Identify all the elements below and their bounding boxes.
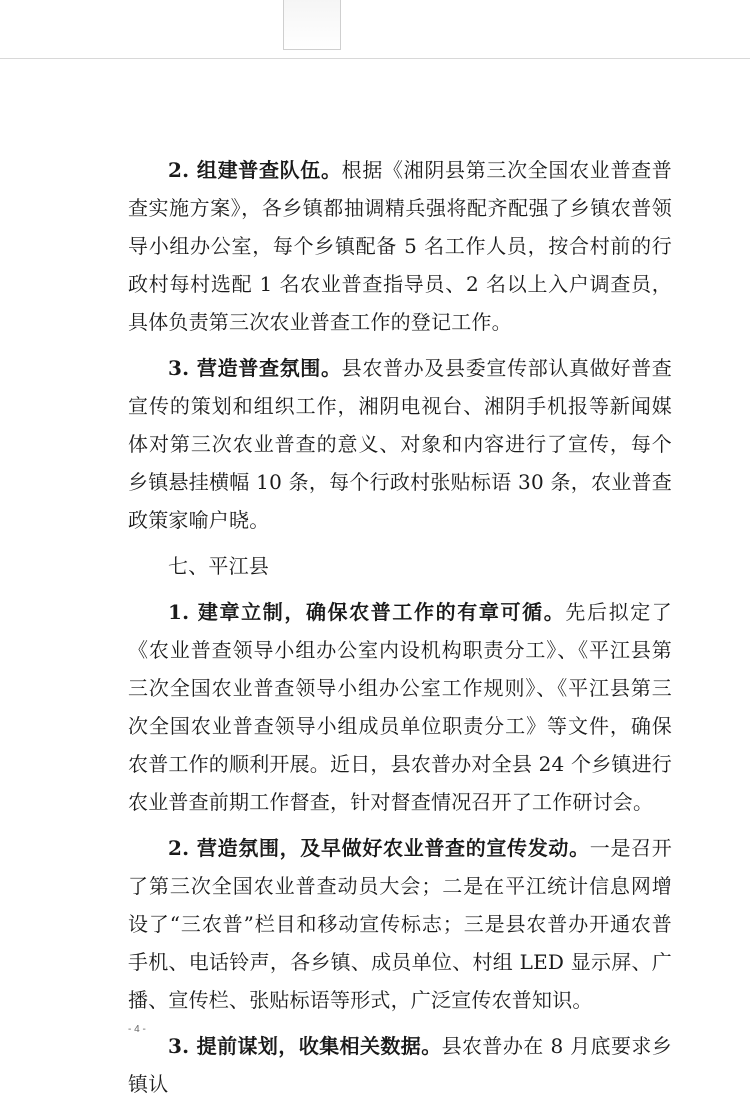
paragraph-text: 县农普办及县委宣传部认真做好普查宣传的策划和组织工作，湘阴电视台、湘阴手机报等新闻媒体对第三次农业普查的意义、对象和内容进行了宣传，每个乡镇悬挂横幅 10 条，每个行政村张贴标语 30 条，农业普查政策家喻户晓。 bbox=[128, 356, 672, 532]
page-number: - 4 - bbox=[128, 1024, 146, 1035]
section-title: 七、平江县 bbox=[168, 554, 269, 578]
paragraph-heading: 2. 营造氛围，及早做好农业普查的宣传发动。 bbox=[168, 836, 590, 860]
document-body bbox=[128, 151, 672, 1111]
paragraph-xiangyin-atmosphere bbox=[128, 349, 672, 539]
paragraph-text: 根据《湘阴县第三次全国农业普查普查实施方案》，各乡镇都抽调精兵强将配齐配强了乡镇农普领导小组办公室，每个乡镇配备 5 名工作人员，按合村前的行政村每村选配 1 名农业普查指导员、2 名以上入户调查员，具体负责第三次农业普查工作的登记工作。 bbox=[128, 158, 672, 334]
paragraph-text: 一是召开了第三次全国农业普查动员大会；二是在平江统计信息网增设了“三农普”栏目和移动宣传标志；三是县农普办开通农普手机、电话铃声，各乡镇、成员单位、村组 LED 显示屏、广播、宣传栏、张贴标语等形式，广泛宣传农普知识。 bbox=[128, 836, 672, 1012]
section-heading-pingjiang bbox=[128, 547, 672, 585]
paragraph-pingjiang-data bbox=[128, 1027, 672, 1103]
paragraph-heading: 3. 提前谋划，收集相关数据。 bbox=[168, 1034, 442, 1058]
paragraph-heading: 1. 建章立制，确保农普工作的有章可循。 bbox=[168, 600, 566, 624]
paragraph-heading: 3. 营造普查氛围。 bbox=[168, 356, 342, 380]
paragraph-pingjiang-publicity bbox=[128, 829, 672, 1019]
paragraph-text: 先后拟定了《农业普查领导小组办公室内设机构职责分工》、《平江县第三次全国农业普查领导小组办公室工作规则》、《平江县第三次全国农业普查领导小组成员单位职责分工》等文件，确保农普工作的顺利开展。近日，县农普办对全县 24 个乡镇进行农业普查前期工作督查，针对督查情况召开了工作研讨会。 bbox=[128, 600, 673, 814]
paragraph-pingjiang-rules bbox=[128, 593, 672, 821]
paragraph-text: 县农普办在 8 月底要求乡镇认 bbox=[128, 1034, 672, 1096]
binder-clip-mark bbox=[283, 0, 341, 50]
paragraph-xiangyin-team bbox=[128, 151, 672, 341]
scan-edge-line bbox=[0, 58, 750, 59]
paragraph-heading: 2. 组建普查队伍。 bbox=[168, 158, 342, 182]
